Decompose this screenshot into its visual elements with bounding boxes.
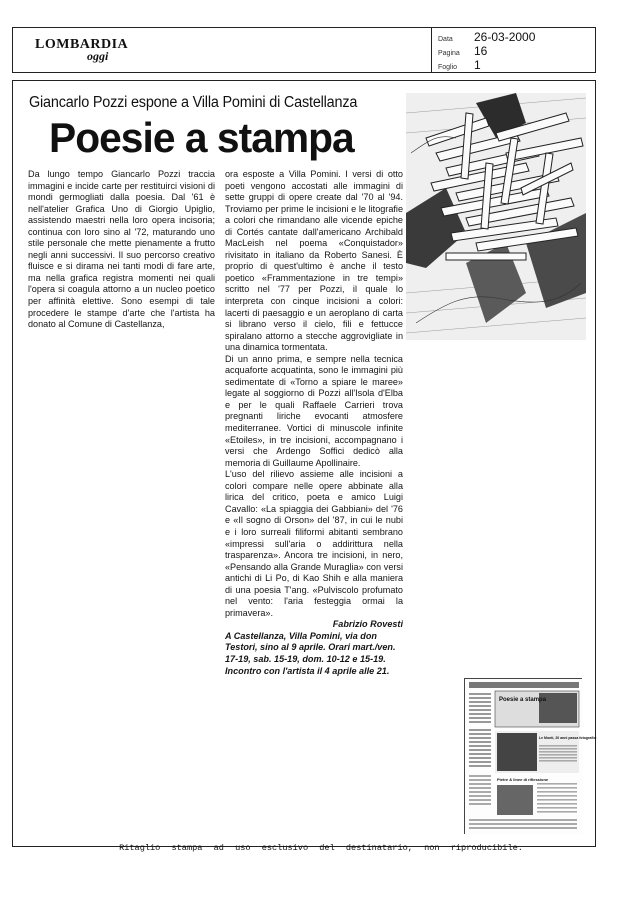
paragraph: L'uso del rilievo assieme alle incisioni a colori compare nelle opere abbinate alla lirica del critico, poeta e amico Luigi Cavallo: «La spiaggia dei Gabbiani» del '76 e «Il sogno di Orson» del '87, in cui le nubi e i loro surreali filiformi abitanti sembrano «impressi sull'aria o addirittura nella trasparenza». Ancora tre incisioni, in nero, «Pensando alla Grande Muraglia» con versi antichi di Li Po, di Kao Shih e alla maniera di una poesia T'ang. «Pulviscolo profumato nel vento: l'aria festeggia ormai la primavera». <box>225 469 403 618</box>
meta-value: 1 <box>474 58 481 72</box>
meta-value: 26-03-2000 <box>474 30 536 44</box>
page-thumbnail <box>464 678 597 834</box>
logo-main-text: LOMBARDIA <box>35 37 129 52</box>
reproduction-notice: Ritaglio stampa ad uso esclusivo del destinatario, non riproducibile. <box>119 843 523 853</box>
exhibition-info: A Castellanza, Villa Pomini, via don Testori, sino al 9 aprile. Orari mart./ven. 17-19, sab. 15-19, dom. 10-12 e 15-19. Incontro con l'artista il 4 aprile alle 21. <box>225 630 396 676</box>
paragraph: Da lungo tempo Giancarlo Pozzi traccia immagini e incide carte per restituirci visioni di mondi germogliati dalla poesia. Dal '61 è nell'atelier Grafica Uno di Giorgio Upiglio, assistendo maestri nella loro opera incisoria; continua con loro sino al '72, maturando uno stile personale che mette pienamente a frutto negli anni successivi. Il suo percorso creativo fluisce e si dirama nei tanti modi di fare arte, ma nella grafica registra momenti nei quali l'opera si coagula attorno a un nucleo poetico per affinità elettive. Sono esempi di tale procedere le stampe d'arte che l'artista ha donato al Comune di Castellanza, <box>28 169 215 330</box>
article-column-2 <box>225 169 403 677</box>
author-signature: Fabrizio Rovesti <box>332 619 403 630</box>
header-divider <box>431 28 432 72</box>
meta-label: Data <box>438 36 453 43</box>
meta-label: Foglio <box>438 64 458 71</box>
meta-value: 16 <box>474 44 488 58</box>
meta-row-page <box>438 44 535 58</box>
paragraph: ora esposte a Villa Pomini. I versi di otto poeti vengono accostati alle immagini di sette gruppi di opere create dal '70 al '94. Troviamo per prime le incisioni e le litografie a colori che rimandano alle vicende epiche di Cortés cantate dall'americano Archibald MacLeish nel poema «Conquistador» rivisitato in italiano da Roberto Sanesi. È proprio di quest'ultimo è anche il testo poetico «Frammentazione in tre tempi» scritto nel '77 per Pozzi, il quale lo interpreta con cinque incisioni a colori: lacerti di paesaggio e un aeroplano di carta si librano verso il cielo, fili e fettucce spiralano attorno a stecche aggrovigliate in una dinamica tormentata. <box>225 169 403 353</box>
thumbnail-subhead: Le Monti, 20 anni passa fotografici <box>539 736 597 740</box>
header-frame <box>12 27 596 73</box>
artwork-image <box>406 93 586 340</box>
article-column-1 <box>28 169 215 331</box>
meta-label: Pagina <box>438 50 460 57</box>
newspaper-logo <box>35 37 129 63</box>
article-frame <box>12 80 596 847</box>
paragraph: Di un anno prima, e sempre nella tecnica acquaforte acquatinta, sono le immagini più sedimentate di «Torno a spiare le maree» legate al soggiorno di Pozzi all'Isola d'Elba e per le quali Raffaele Carrieri trova pregnanti liriche evocanti atmosfere mediterranee. Vortici di minuscole infinite «Etoiles», in tre incisioni, accompagnano i versi che Ardengo Soffici dedicò alla memoria di Guillaume Apollinaire. <box>225 353 403 468</box>
meta-row-date <box>438 30 535 44</box>
article-kicker: Giancarlo Pozzi espone a Villa Pomini di Castellanza <box>29 94 358 111</box>
meta-row-sheet <box>438 58 535 72</box>
logo-sub-text: oggi <box>87 49 109 63</box>
article-headline: Poesie a stampa <box>49 114 354 161</box>
thumbnail-headline: Poesie a stampa <box>499 697 547 703</box>
clipping-metadata <box>438 30 535 72</box>
thumbnail-small-title: Pietre & linee di riflessione <box>497 777 549 782</box>
